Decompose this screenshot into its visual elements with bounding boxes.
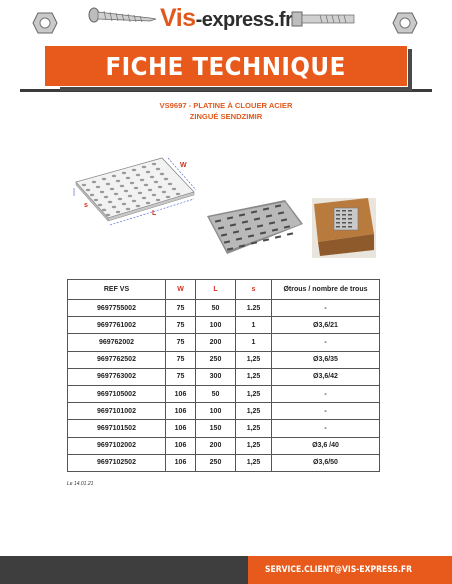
cell-ref: 9697102502 [68, 454, 166, 471]
cell-w: 75 [166, 317, 196, 334]
cell-ref: 9697755002 [68, 300, 166, 317]
footer-dark-band [0, 556, 248, 584]
screw-icon [88, 6, 158, 28]
wood-application-photo [312, 198, 376, 258]
banner-title: FICHE TECHNIQUE [105, 51, 347, 81]
col-header-holes: Øtrous / nombre de trous [272, 280, 380, 300]
cell-holes: Ø3,6/21 [272, 317, 380, 334]
table-header-row [68, 280, 380, 300]
cell-ref: 969762002 [68, 334, 166, 351]
cell-s: 1,25 [236, 351, 272, 368]
cell-holes: - [272, 334, 380, 351]
table-row [68, 437, 380, 454]
cell-holes: Ø3,6/50 [272, 454, 380, 471]
cell-l: 50 [196, 300, 236, 317]
nut-icon [392, 12, 418, 34]
plate-photo [205, 198, 305, 258]
product-illustrations [0, 140, 452, 280]
cell-w: 75 [166, 351, 196, 368]
cell-w: 106 [166, 420, 196, 437]
cell-w: 75 [166, 300, 196, 317]
cell-s: 1,25 [236, 385, 272, 402]
cell-l: 250 [196, 351, 236, 368]
cell-w: 106 [166, 437, 196, 454]
cell-l: 200 [196, 437, 236, 454]
cell-ref: 9697101502 [68, 420, 166, 437]
dimension-label-l: L [152, 210, 157, 217]
table-row [68, 420, 380, 437]
cell-holes: Ø3,6 /40 [272, 437, 380, 454]
cell-s: 1,25 [236, 403, 272, 420]
cell-ref: 9697102002 [68, 437, 166, 454]
cell-holes: Ø3,6/35 [272, 351, 380, 368]
cell-holes: - [272, 403, 380, 420]
cell-ref: 9697101002 [68, 403, 166, 420]
spec-table [67, 279, 380, 472]
cell-l: 250 [196, 454, 236, 471]
cell-s: 1,25 [236, 454, 272, 471]
cell-holes: - [272, 420, 380, 437]
cell-s: 1,25 [236, 437, 272, 454]
cell-ref: 9697761002 [68, 317, 166, 334]
cell-w: 106 [166, 403, 196, 420]
cell-ref: 9697763002 [68, 368, 166, 385]
table-row [68, 351, 380, 368]
table-row [68, 334, 380, 351]
bolt-icon [290, 8, 358, 30]
table-row [68, 385, 380, 402]
cell-l: 150 [196, 420, 236, 437]
cell-s: 1,25 [236, 368, 272, 385]
cell-s: 1,25 [236, 420, 272, 437]
table-row [68, 317, 380, 334]
cell-l: 100 [196, 317, 236, 334]
cell-l: 200 [196, 334, 236, 351]
cell-w: 106 [166, 454, 196, 471]
product-title-line2: ZINGUÉ SENDZIMIR [189, 112, 263, 121]
cell-holes: - [272, 385, 380, 402]
nut-icon [32, 12, 58, 34]
cell-holes: Ø3,6/42 [272, 368, 380, 385]
cell-l: 100 [196, 403, 236, 420]
date-note: Le 14.01.21 [67, 481, 94, 487]
cell-w: 75 [166, 368, 196, 385]
cell-s: 1 [236, 334, 272, 351]
dimension-label-w: W [180, 162, 187, 169]
footer-email-link[interactable]: SERVICE.CLIENT@VIS-EXPRESS.FR [265, 565, 412, 575]
col-header-ref: REF VS [68, 280, 166, 300]
cell-w: 75 [166, 334, 196, 351]
cell-l: 50 [196, 385, 236, 402]
page-header [0, 0, 452, 40]
cell-w: 106 [166, 385, 196, 402]
table-row [68, 403, 380, 420]
brand-logo: Vis-express.fr [160, 4, 293, 32]
dimension-label-s: s [84, 202, 88, 209]
cell-ref: 9697105002 [68, 385, 166, 402]
col-header-l: L [196, 280, 236, 300]
banner [44, 45, 408, 87]
cell-s: 1 [236, 317, 272, 334]
table-row [68, 300, 380, 317]
col-header-w: W [166, 280, 196, 300]
cell-s: 1.25 [236, 300, 272, 317]
product-title-line1: VS9697 - PLATINE À CLOUER ACIER [159, 101, 293, 110]
cell-ref: 9697762502 [68, 351, 166, 368]
table-row [68, 454, 380, 471]
cell-l: 300 [196, 368, 236, 385]
cell-holes: - [272, 300, 380, 317]
table-row [68, 368, 380, 385]
col-header-s: s [236, 280, 272, 300]
